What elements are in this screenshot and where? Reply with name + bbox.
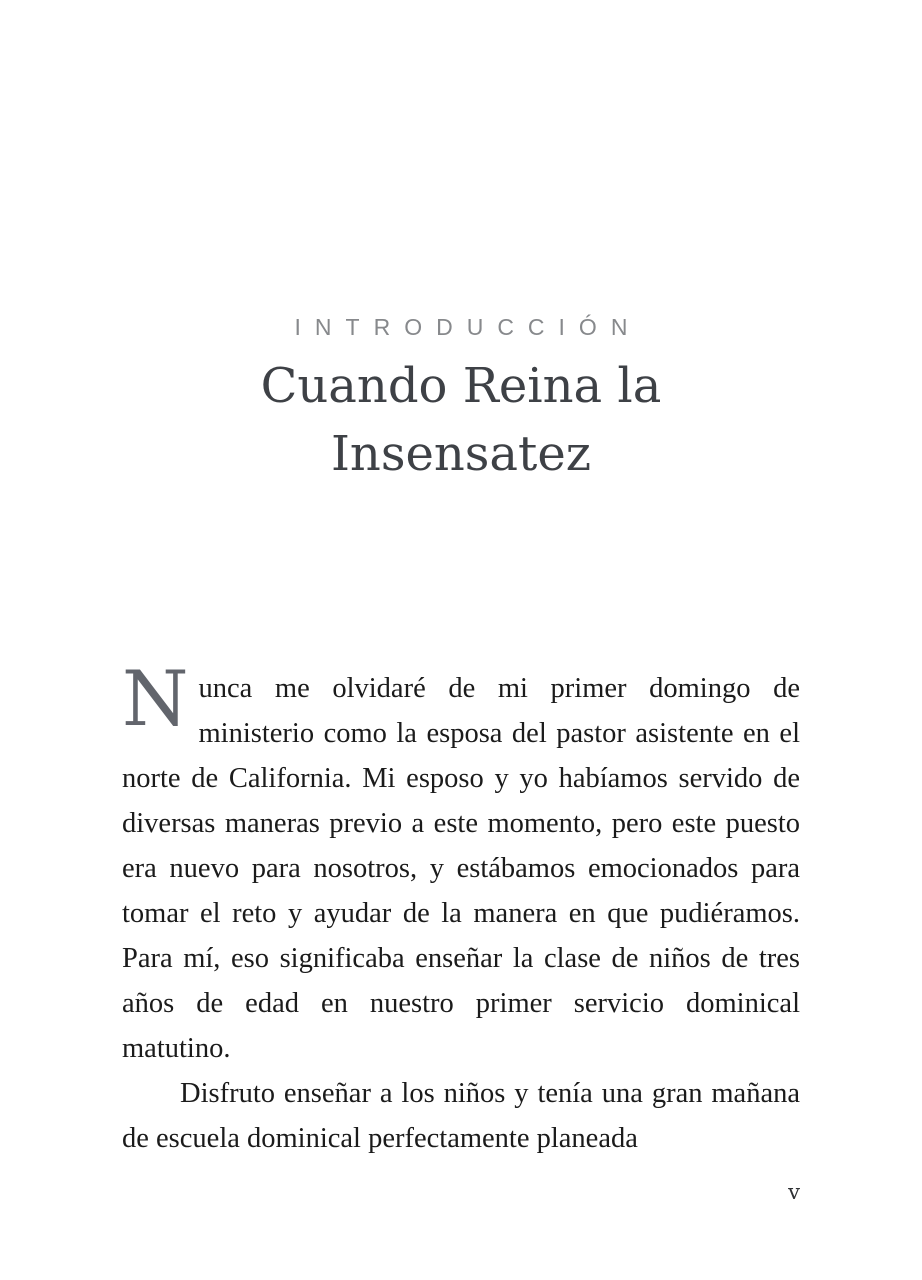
paragraph-second-text: Disfruto enseñar a los niños y tenía una gran mañana de escuela dominical perfectamente planeada — [122, 1078, 800, 1154]
body-text-column — [122, 654, 800, 1161]
chapter-title — [0, 352, 922, 488]
chapter-title-line-1: Cuando Reina la — [260, 358, 662, 414]
page-number: v — [788, 1180, 800, 1204]
dropcap-letter: N — [122, 654, 189, 743]
paragraph-first — [122, 654, 800, 1071]
chapter-kicker: INTRODUCCIÓN — [294, 314, 642, 340]
paragraph-second — [122, 1071, 800, 1161]
chapter-title-line-2: Insensatez — [330, 426, 592, 482]
paragraph-first-text: unca me olvidaré de mi primer domingo de ministerio como la esposa del pastor asistente en el norte de California. Mi esposo y yo habíamos servido de diversas maneras previo a este momento, pero este puesto era nuevo para nosotros, y estábamos emocionados para tomar el reto y ayudar de la manera en que pudiéramos. Para mí, eso significaba enseñar la clase de niños de tres años de edad en nuestro primer servicio dominical matutino. — [122, 673, 800, 1064]
